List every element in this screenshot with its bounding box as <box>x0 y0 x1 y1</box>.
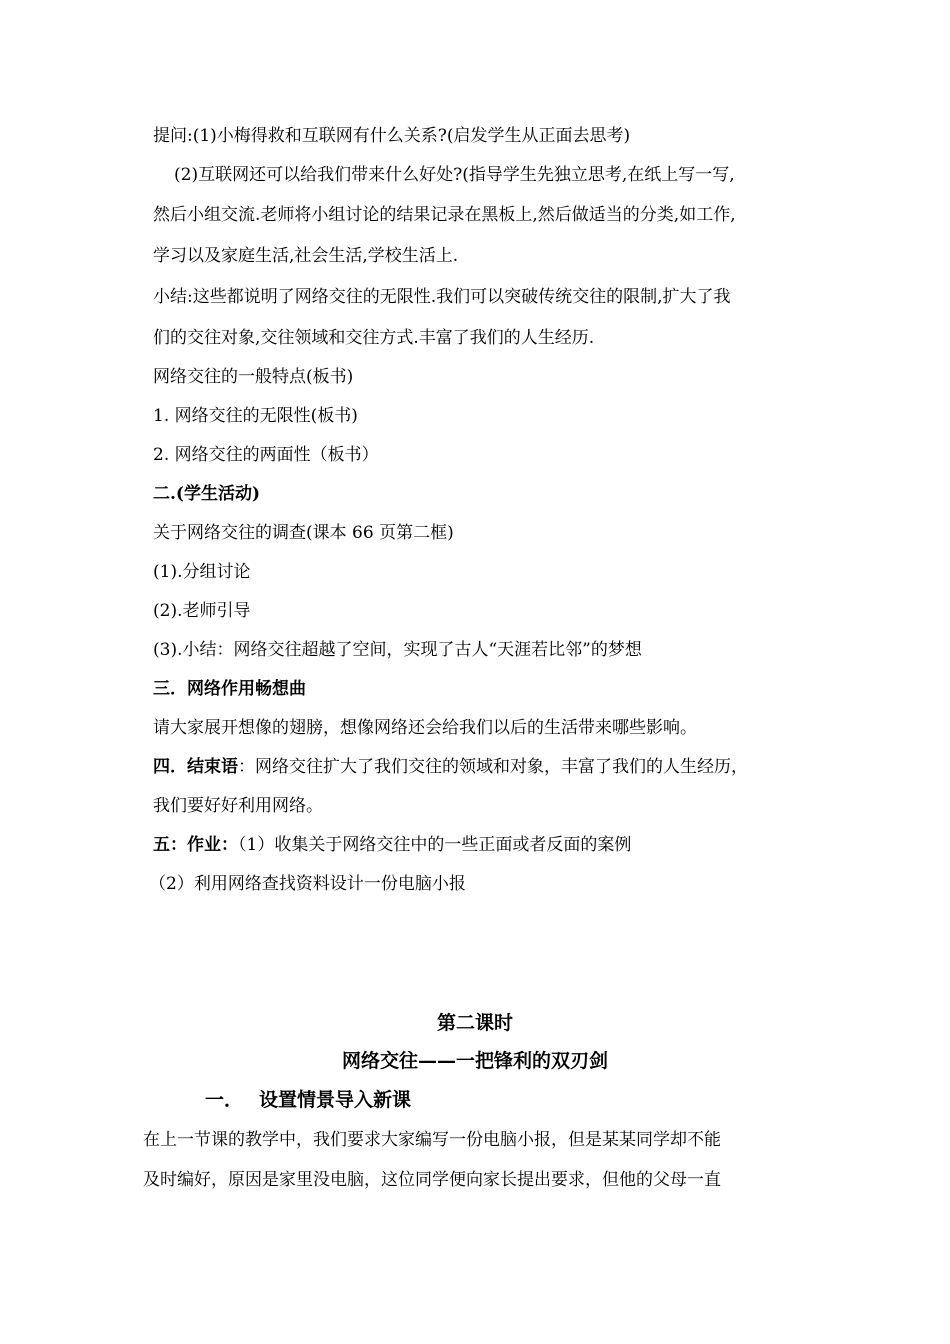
section-4-line-1 <box>153 755 748 779</box>
lesson-2-heading-text: 设置情景导入新课 <box>259 1089 412 1111</box>
section-3-heading: 三．网络作用畅想曲 <box>153 679 306 699</box>
summary-line-1: 小结:这些都说明了网络交往的无限性.我们可以突破传统交往的限制,扩大了我 <box>153 287 731 307</box>
survey-line: 关于网络交往的调查(课本 66 页第二框) <box>153 523 454 543</box>
homework-item-1: （1）收集关于网络交往中的一些正面或者反面的案例 <box>238 835 632 855</box>
lesson-2-subtitle: 网络交往——一把锋利的双刃剑 <box>341 1050 608 1072</box>
summary-line-2: 们的交往对象,交往领域和交往方式.丰富了我们的人生经历. <box>153 328 595 348</box>
section-4-line-2: 我们要好好利用网络。 <box>153 796 323 816</box>
section-5-heading: 五：作业： <box>153 835 238 855</box>
intro-paragraph-line-2: 及时编好，原因是家里没电脑，这位同学便向家长提出要求，但他的父母一直 <box>143 1170 721 1190</box>
question-2-line-2: 然后小组交流.老师将小组讨论的结果记录在黑板上,然后做适当的分类,如工作, <box>153 205 736 225</box>
question-2-line-3: 学习以及家庭生活,社会生活,学校生活上. <box>153 246 459 266</box>
section-3-text: 请大家展开想像的翅膀，想像网络还会给我们以后的生活带来哪些影响。 <box>153 718 697 738</box>
question-1: 提问:(1)小梅得救和互联网有什么关系?(启发学生从正面去思考) <box>153 126 631 146</box>
section-5-line-1 <box>153 833 631 857</box>
section-4-heading: 四．结束语 <box>153 757 238 777</box>
step-1: (1).分组讨论 <box>153 562 251 582</box>
feature-2: 2. 网络交往的两面性（板书） <box>153 445 379 465</box>
intro-paragraph-line-1: 在上一节课的教学中，我们要求大家编写一份电脑小报，但是某某同学却不能 <box>143 1130 721 1150</box>
lesson-2-title: 第二课时 <box>436 1012 513 1034</box>
step-3: (3).小结：网络交往超越了空间，实现了古人“天涯若比邻”的梦想 <box>153 640 642 660</box>
lesson-2-heading-number: 一． <box>205 1089 244 1111</box>
step-2: (2).老师引导 <box>153 601 251 621</box>
section-2-heading: 二.(学生活动) <box>153 484 261 504</box>
question-2-line-1: (2)互联网还可以给我们带来什么好处?(指导学生先独立思考,在纸上写一写, <box>174 165 735 185</box>
section-4-text: ：网络交往扩大了我们交往的领域和对象，丰富了我们的人生经历， <box>238 757 748 777</box>
homework-item-2: （2）利用网络查找资料设计一份电脑小报 <box>149 874 466 894</box>
features-title: 网络交往的一般特点(板书) <box>153 367 354 387</box>
feature-1: 1. 网络交往的无限性(板书) <box>153 406 358 426</box>
